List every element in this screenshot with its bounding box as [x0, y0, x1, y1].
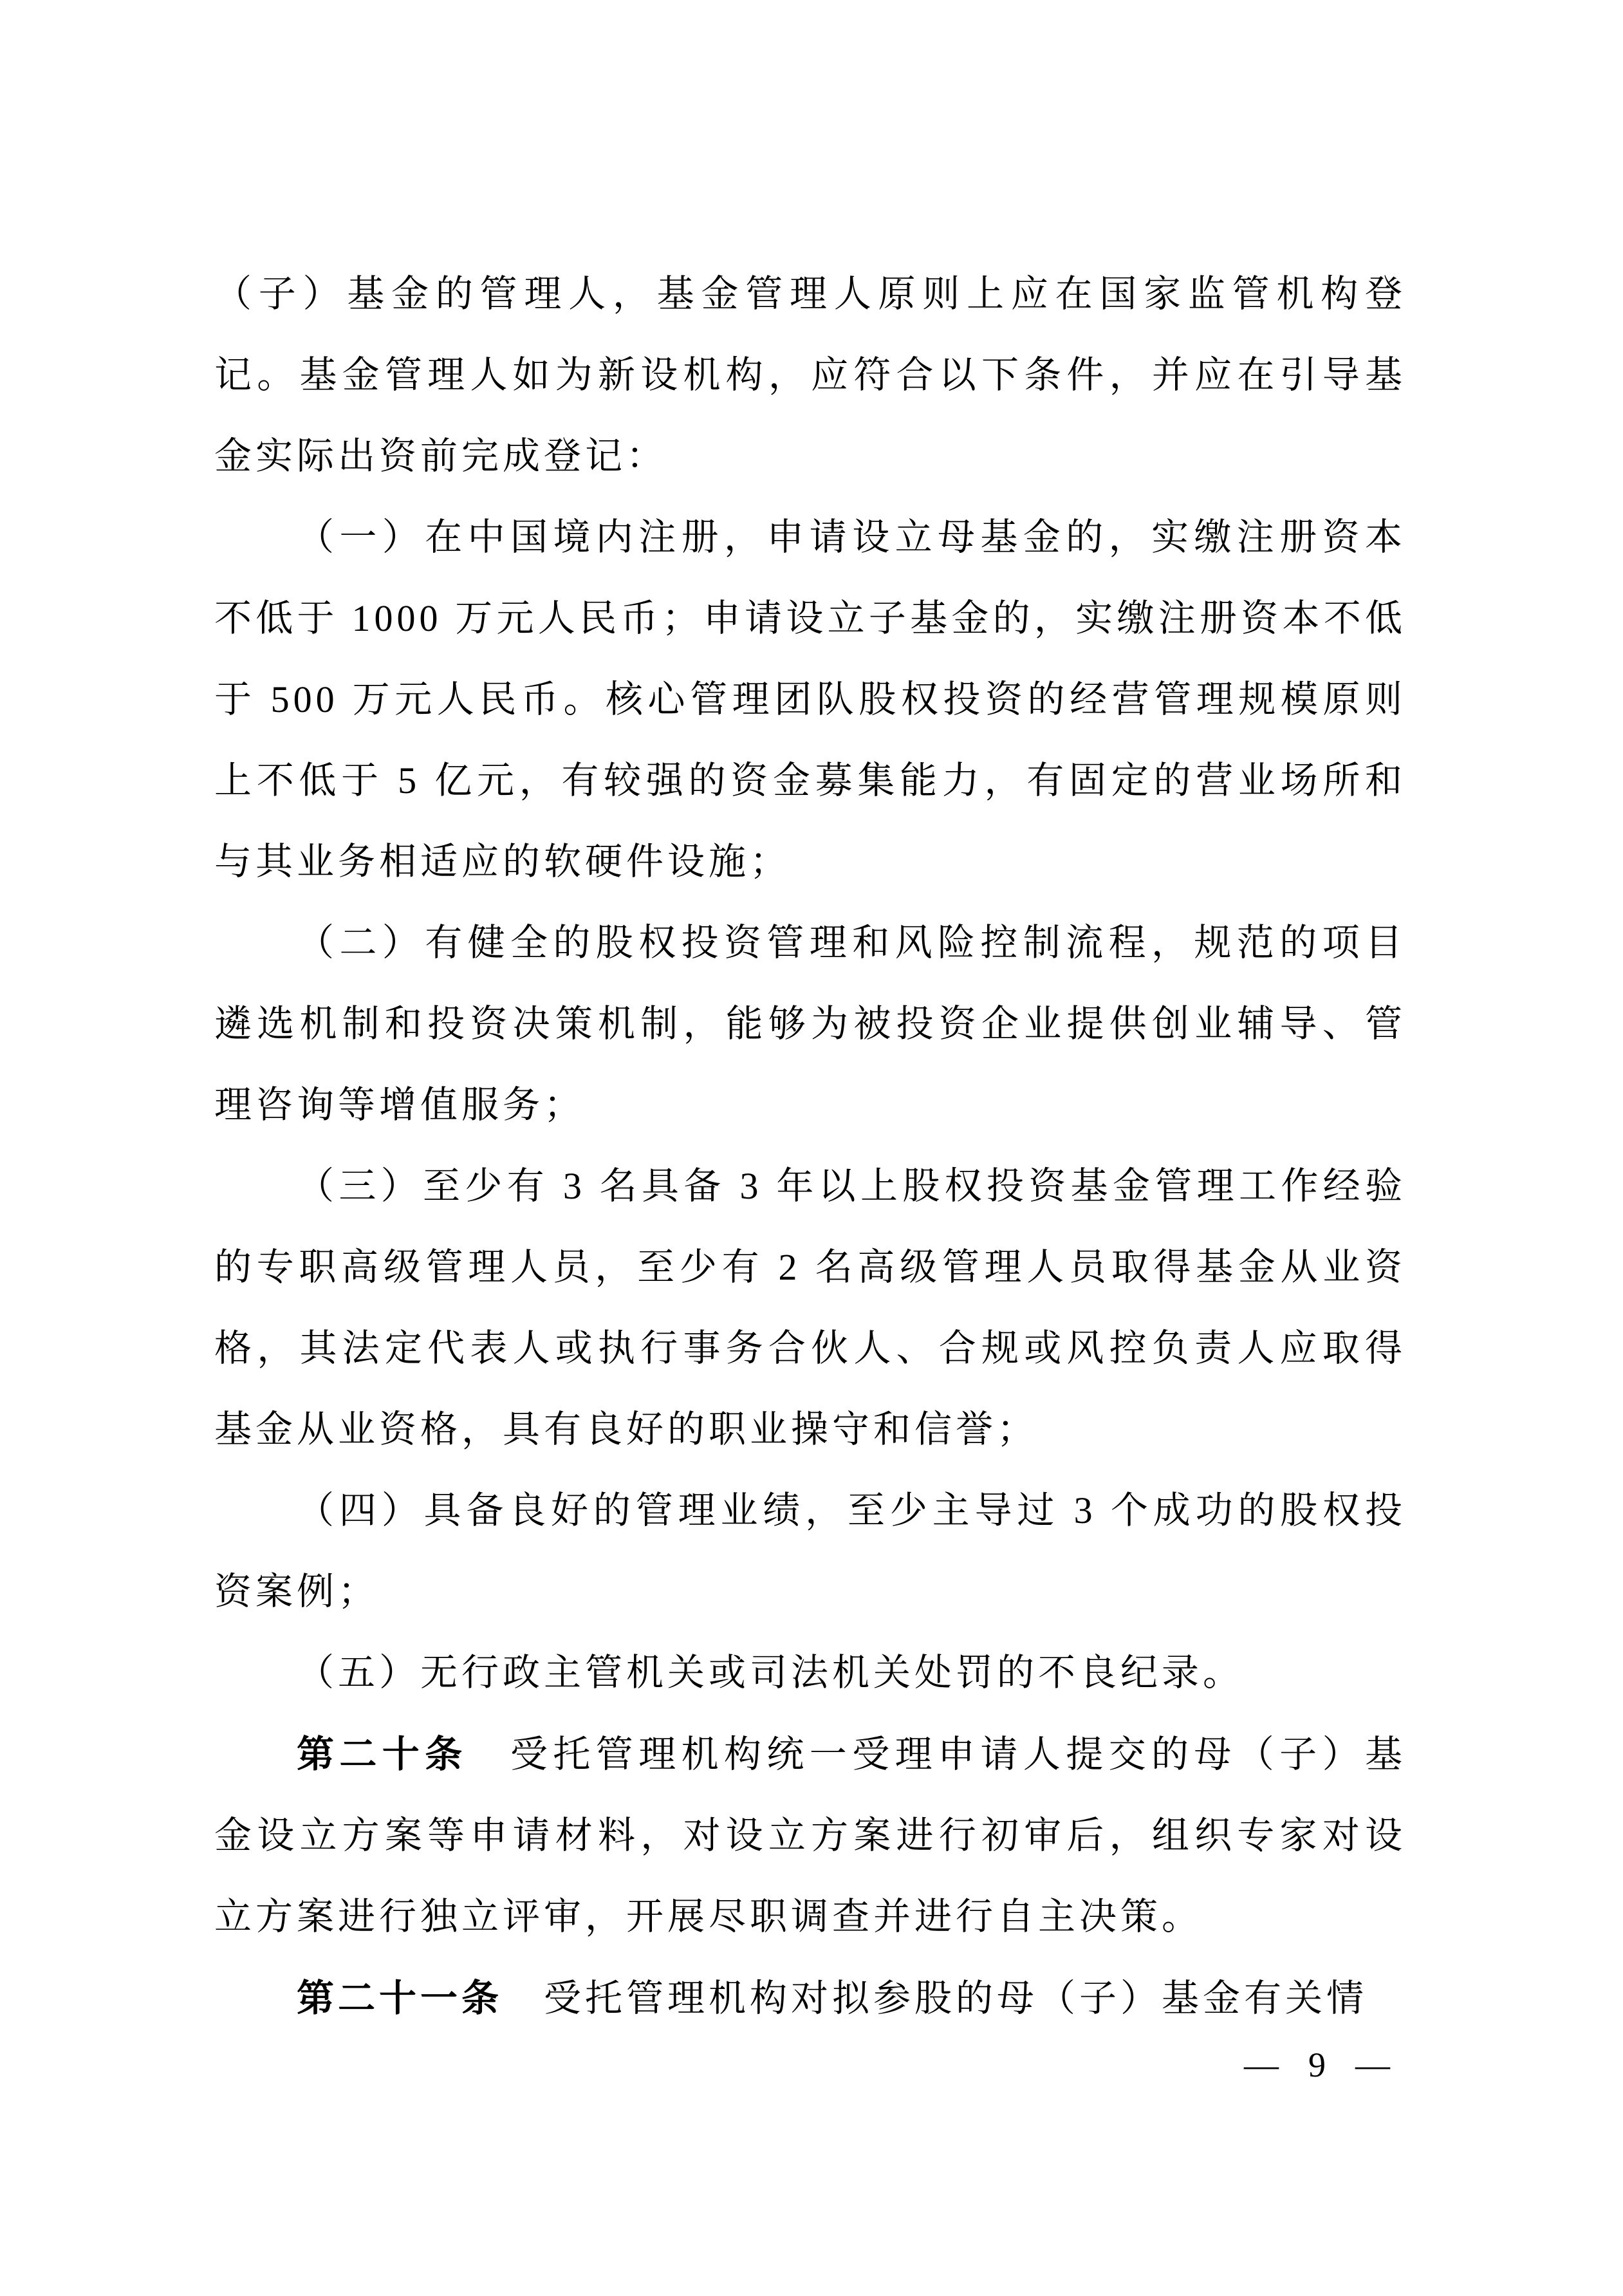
- page-footer: [1244, 2046, 1390, 2084]
- paragraph: [214, 1713, 1406, 1957]
- document-body: [214, 254, 1406, 2039]
- page-number: 9: [1308, 2046, 1326, 2084]
- footer-dash-left: —: [1244, 2046, 1279, 2084]
- paragraph: [214, 1146, 1406, 1470]
- paragraph: [214, 1470, 1406, 1632]
- paragraph-text: （二）有健全的股权投资管理和风险控制流程，规范的项目遴选机制和投资决策机制，能够为被投资企业提供创业辅导、管理咨询等增值服务；: [214, 922, 1406, 1126]
- paragraph-text: （子）基金的管理人，基金管理人原则上应在国家监管机构登记。基金管理人如为新设机构，应符合以下条件，并应在引导基金实际出资前完成登记：: [214, 273, 1406, 477]
- paragraph-text: （一）在中国境内注册，申请设立母基金的，实缴注册资本不低于 1000 万元人民币；申请设立子基金的，实缴注册资本不低于 500 万元人民币。核心管理团队股权投资的经营管理规模原则上不低于 5 亿元，有较强的资金募集能力，有固定的营业场所和与其业务相适应的软硬件设施；: [214, 516, 1406, 882]
- paragraph-text: （五）无行政主管机关或司法机关处罚的不良纪录。: [297, 1652, 1245, 1694]
- paragraph: [214, 497, 1406, 902]
- paragraph: [214, 1632, 1406, 1713]
- paragraph: [214, 902, 1406, 1146]
- article-number: 第二十条: [297, 1732, 468, 1776]
- paragraph-text: （三）至少有 3 名具备 3 年以上股权投资基金管理工作经验的专职高级管理人员，至少有 2 名高级管理人员取得基金从业资格，其法定代表人或执行事务合伙人、合规或风控负责人应取得基金从业资格，具有良好的职业操守和信誉；: [214, 1165, 1406, 1450]
- paragraph-text: 受托管理机构对拟参股的母（子）基金有关情: [503, 1977, 1368, 2019]
- paragraph-text: （四）具备良好的管理业绩，至少主导过 3 个成功的股权投资案例；: [214, 1489, 1406, 1612]
- footer-dash-right: —: [1355, 2046, 1390, 2084]
- article-number: 第二十一条: [297, 1976, 503, 2020]
- paragraph: [214, 254, 1406, 497]
- paragraph-text: 受托管理机构统一受理申请人提交的母（子）基金设立方案等申请材料，对设立方案进行初审后，组织专家对设立方案进行独立评审，开展尽职调查并进行自主决策。: [214, 1733, 1406, 1937]
- paragraph: [214, 1957, 1406, 2039]
